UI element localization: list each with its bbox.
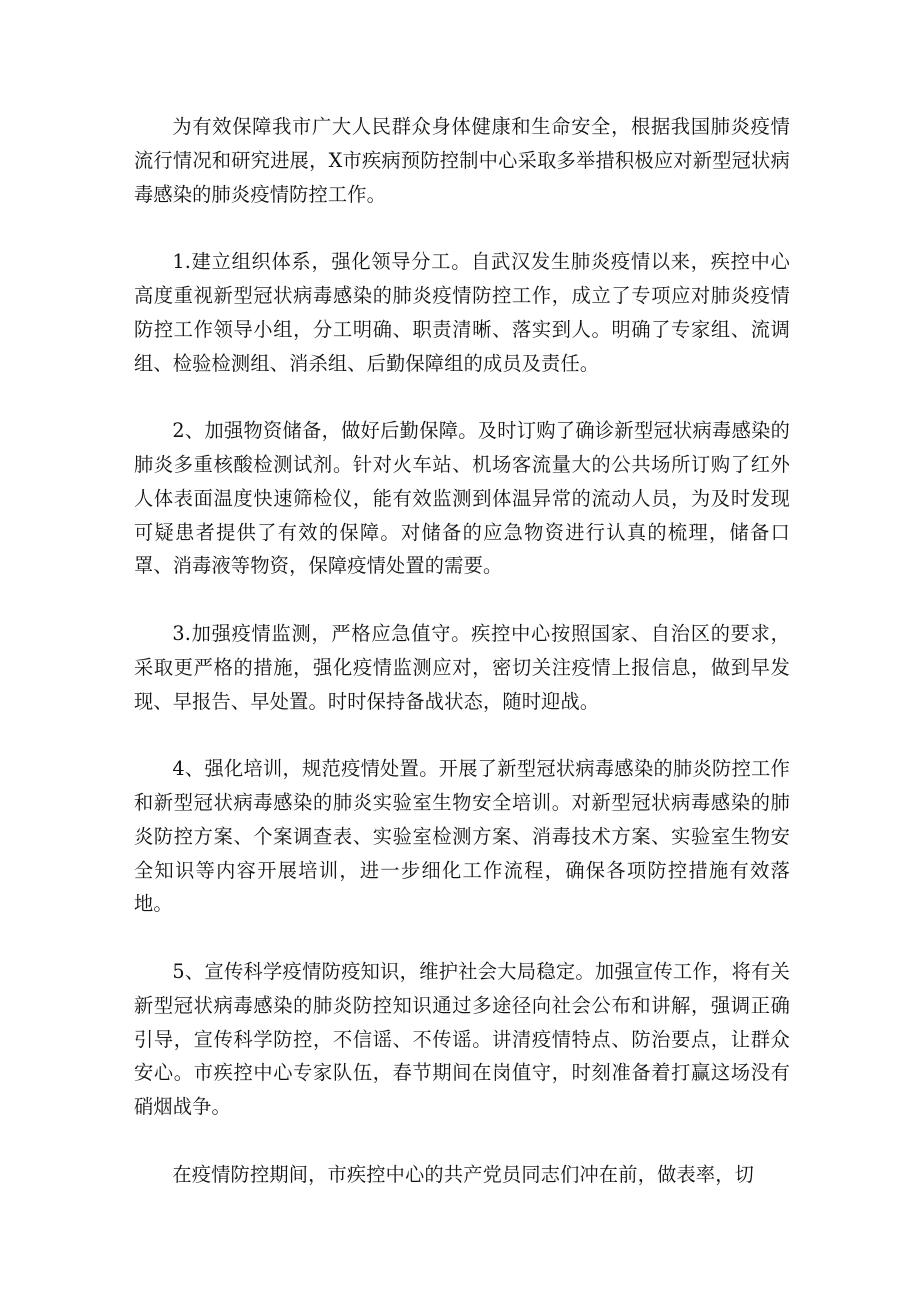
paragraph-item-1: 1.建立组织体系，强化领导分工。自武汉发生肺炎疫情以来，疾控中心高度重视新型冠状病毒感染的肺炎疫情防控工作，成立了专项应对肺炎疫情防控工作领导小组，分工明确、职责清晰、落实到人。明确了专家组、流调组、检验检测组、消杀组、后勤保障组的成员及责任。 <box>134 250 790 375</box>
paragraph-item-5: 5、宣传科学疫情防疫知识，维护社会大局稳定。加强宣传工作，将有关新型冠状病毒感染的肺炎防控知识通过多途径向社会公布和讲解，强调正确引导，宣传科学防控，不信谣、不传谣。讲清疫情特点、防治要点，让群众安心。市疾控中心专家队伍，春节期间在岗值守，时刻准备着打赢这场没有硝烟战争。 <box>134 959 790 1119</box>
paragraph-closing: 在疫情防控期间，市疾控中心的共产党员同志们冲在前，做表率，切 <box>172 1162 755 1186</box>
paragraph-item-3: 3.加强疫情监测，严格应急值守。疾控中心按照国家、自治区的要求，采取更严格的措施，强化疫情监测应对，密切关注疫情上报信息，做到早发现、早报告、早处置。时时保持备战状态，随时迎战。 <box>134 621 790 713</box>
paragraph-intro: 为有效保障我市广大人民群众身体健康和生命安全，根据我国肺炎疫情流行情况和研究进展，X市疾病预防控制中心采取多举措积极应对新型冠状病毒感染的肺炎疫情防控工作。 <box>134 115 790 206</box>
document-body <box>134 110 790 1225</box>
paragraph-item-4: 4、强化培训，规范疫情处置。开展了新型冠状病毒感染的肺炎防控工作和新型冠状病毒感染的肺炎实验室生物安全培训。对新型冠状病毒感染的肺炎防控方案、个案调查表、实验室检测方案、消毒技术方案、实验室生物安全知识等内容开展培训，进一步细化工作流程，确保各项防控措施有效落地。 <box>134 757 790 916</box>
paragraph-item-2: 2、加强物资储备，做好后勤保障。及时订购了确诊新型冠状病毒感染的肺炎多重核酸检测试剂。针对火车站、机场客流量大的公共场所订购了红外人体表面温度快速筛检仪，能有效监测到体温异常的流动人员，为及时发现可疑患者提供了有效的保障。对储备的应急物资进行认真的梳理，储备口罩、消毒液等物资，保障疫情处置的需要。 <box>134 419 790 578</box>
